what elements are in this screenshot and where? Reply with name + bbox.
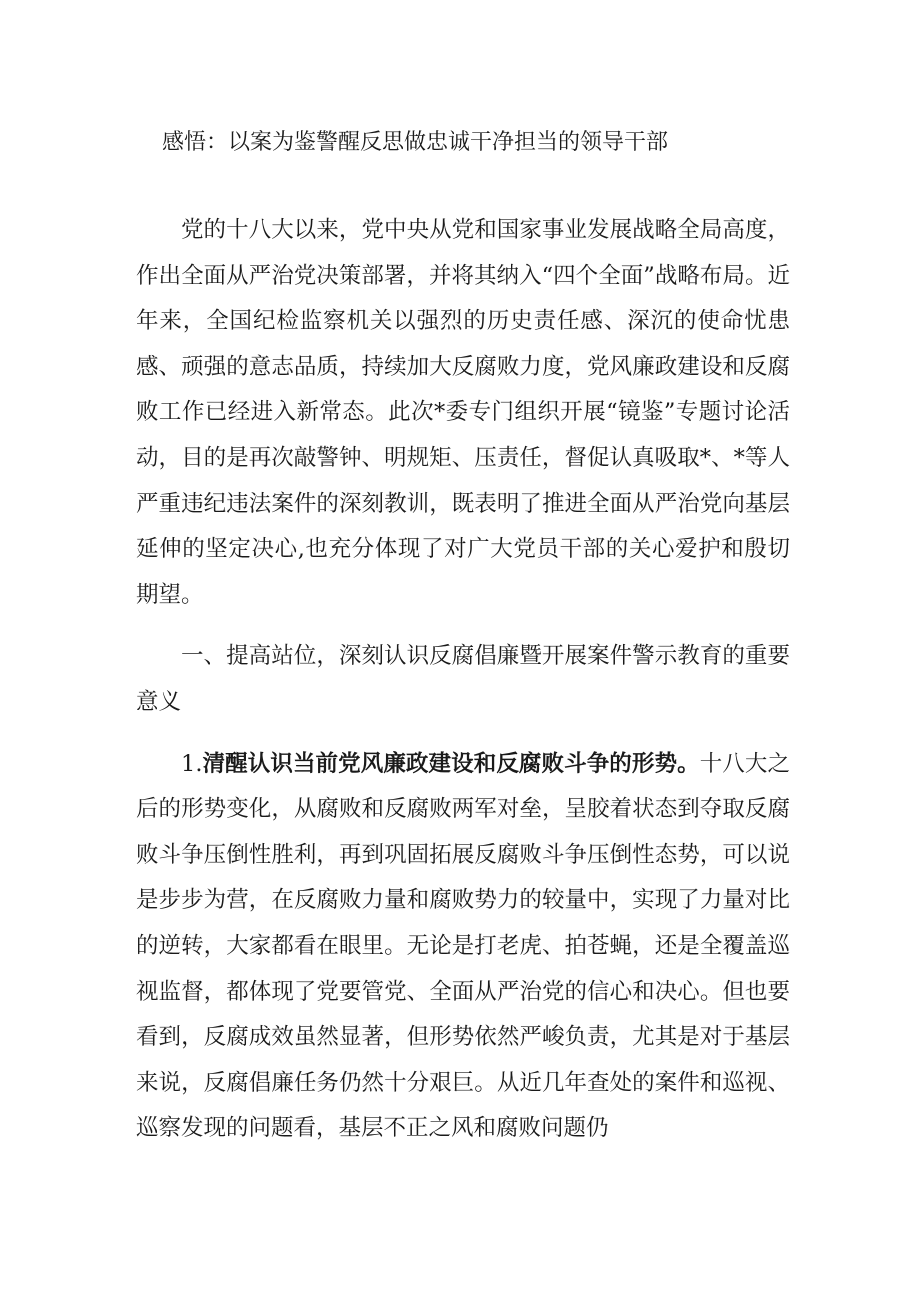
intro-paragraph: 党的十八大以来，党中央从党和国家事业发展战略全局高度，作出全面从严治党决策部署，并将其纳入“四个全面”战略布局。近年来，全国纪检监察机关以强烈的历史责任感、深沉的使命忧患感、顽强的意志品质，持续加大反腐败力度，党风廉政建设和反腐败工作已经进入新常态。此次*委专门组织开展“镜鉴”专题讨论活动，目的是再次敲警钟、明规矩、压责任，督促认真吸取*、*等人严重违纪违法案件的深刻教训，既表明了推进全面从严治党向基层延伸的坚定决心,也充分体现了对广大党员干部的关心爱护和殷切期望。	[136, 217, 790, 608]
document-body	[136, 208, 790, 1152]
item-paragraph	[136, 742, 790, 1152]
item-lead-sentence: 清醒认识当前党风廉政建设和反腐败斗争的形势。	[202, 750, 700, 777]
document-title: 感悟：以案为鉴警醒反思做忠诚干净担当的领导干部	[162, 130, 669, 155]
item-number: 1.	[181, 750, 203, 777]
section-heading: 一、提高站位，深刻认识反腐倡廉暨开展案件警示教育的重要意义	[136, 643, 790, 715]
item-body-text: 十八大之后的形势变化，从腐败和反腐败两军对垒，呈胶着状态到夺取反腐败斗争压倒性胜利，再到巩固拓展反腐败斗争压倒性态势，可以说是步步为营，在反腐败力量和腐败势力的较量中，实现了力量对比的逆转，大家都看在眼里。无论是打老虎、拍苍蝇，还是全覆盖巡视监督，都体现了党要管党、全面从严治党的信心和决心。但也要看到，反腐成效虽然显著，但形势依然严峻负责，尤其是对于基层来说，反腐倡廉任务仍然十分艰巨。从近几年查处的案件和巡视、巡察发现的问题看，基层不正之风和腐败问题仍	[136, 750, 790, 1142]
